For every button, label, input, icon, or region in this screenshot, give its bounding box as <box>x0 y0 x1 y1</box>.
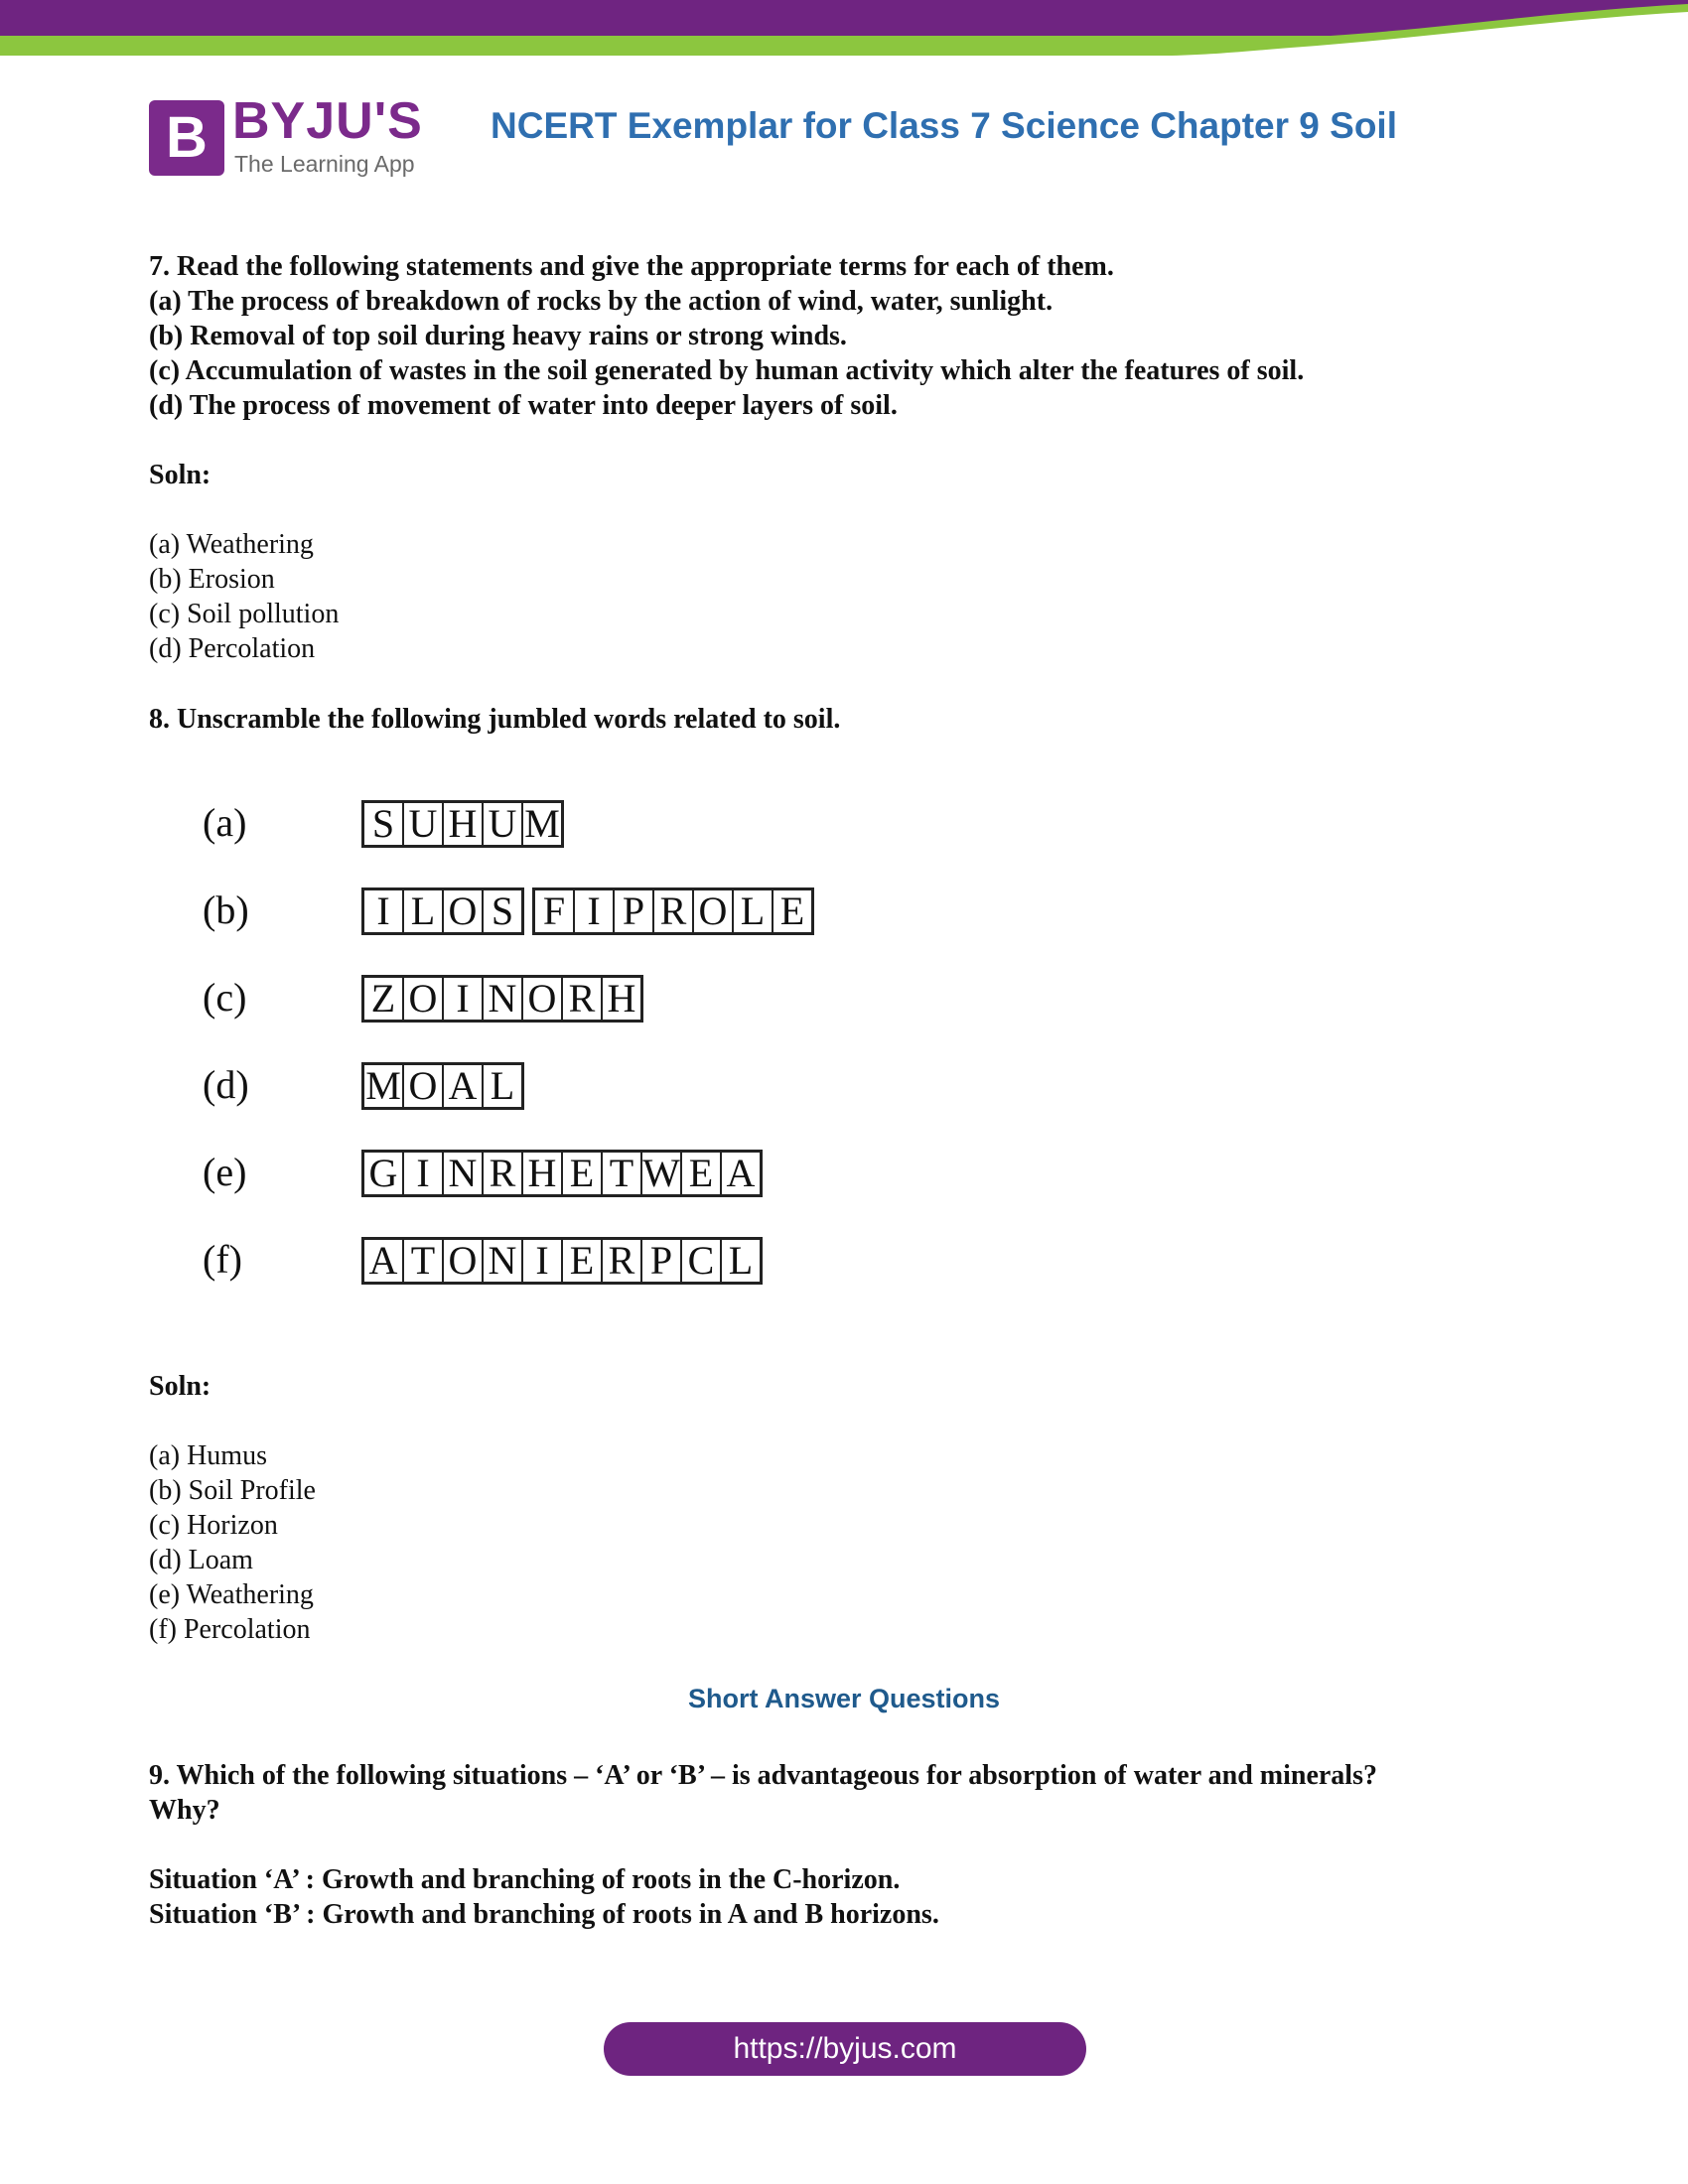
jumble-label-b: (b) <box>203 887 249 932</box>
situation-a: Situation ‘A’ : Growth and branching of roots in the C-horizon. <box>149 1864 901 1895</box>
letter-tile: R <box>601 1240 640 1282</box>
jumbled-word <box>361 887 524 935</box>
letter-tile: Z <box>370 976 396 1021</box>
letter-tile: O <box>442 890 482 932</box>
jumbled-word <box>361 800 564 848</box>
jumble-row-c <box>361 975 643 1023</box>
letter-tile: U <box>402 803 442 845</box>
letter-tile: C <box>680 1240 720 1282</box>
q8-soln-label: Soln: <box>149 1371 211 1402</box>
logo-tagline: The Learning App <box>234 151 415 177</box>
q7-answer-b: (b) Erosion <box>149 564 275 595</box>
letter-tile: A <box>368 1238 398 1283</box>
q8-answer-d: (d) Loam <box>149 1545 253 1575</box>
jumble-label-a: (a) <box>203 800 247 845</box>
jumbled-word <box>532 887 814 935</box>
letter-tile: G <box>368 1151 398 1195</box>
letter-tile: E <box>561 1153 601 1194</box>
letter-tile: L <box>732 890 772 932</box>
letter-tile: R <box>652 890 692 932</box>
letter-tile: S <box>482 890 521 932</box>
logo-wordmark: BYJU'S <box>232 92 423 150</box>
letter-tile: E <box>772 890 811 932</box>
section-heading: Short Answer Questions <box>687 1684 1001 1713</box>
jumble-label-f: (f) <box>203 1237 242 1282</box>
letter-tile: O <box>692 890 732 932</box>
letter-tile: P <box>640 1240 680 1282</box>
letter-tile: W <box>640 1153 680 1194</box>
jumbled-word <box>361 975 643 1023</box>
q7-answer-d: (d) Percolation <box>149 633 316 664</box>
letter-tile: R <box>561 978 601 1020</box>
question-9: 9. Which of the following situations – ‘A’ or ‘B’ – is advantageous for absorption of water and minerals? <box>149 1760 1377 1791</box>
letter-tile: I <box>442 978 482 1020</box>
jumbled-word <box>361 1062 524 1110</box>
jumble-row-f <box>361 1237 763 1285</box>
jumble-label-d: (d) <box>203 1062 249 1107</box>
letter-tile: I <box>521 1240 561 1282</box>
letter-tile: N <box>442 1153 482 1194</box>
letter-tile: H <box>442 803 482 845</box>
q7-part-a: (a) The process of breakdown of rocks by the action of wind, water, sunlight. <box>149 286 1054 317</box>
letter-tile: E <box>561 1240 601 1282</box>
letter-tile: P <box>613 890 652 932</box>
letter-tile: O <box>442 1240 482 1282</box>
letter-tile: O <box>402 1065 442 1107</box>
letter-tile: L <box>720 1240 760 1282</box>
jumble-row-e <box>361 1150 763 1197</box>
q8-answer-c: (c) Horizon <box>149 1510 278 1541</box>
q7-part-d: (d) The process of movement of water into deeper layers of soil. <box>149 390 898 421</box>
letter-tile: R <box>482 1153 521 1194</box>
q7-answer-a: (a) Weathering <box>149 529 314 560</box>
letter-tile: I <box>573 890 613 932</box>
q7-part-c: (c) Accumulation of wastes in the soil generated by human activity which alter the features of soil. <box>149 355 1305 386</box>
jumble-row-d <box>361 1062 524 1110</box>
letter-tile: H <box>521 1153 561 1194</box>
letter-tile: L <box>482 1065 521 1107</box>
q7-part-b: (b) Removal of top soil during heavy rains or strong winds. <box>149 321 847 351</box>
letter-tile: E <box>680 1153 720 1194</box>
question-8: 8. Unscramble the following jumbled words related to soil. <box>149 704 841 735</box>
header-band <box>0 0 1688 60</box>
q8-answer-e: (e) Weathering <box>149 1579 314 1610</box>
letter-tile: L <box>402 890 442 932</box>
footer-link[interactable]: https://byjus.com <box>604 2022 1086 2076</box>
q7-soln-label: Soln: <box>149 460 211 490</box>
q8-answer-b: (b) Soil Profile <box>149 1475 316 1506</box>
letter-tile: N <box>482 978 521 1020</box>
letter-tile: I <box>376 888 390 933</box>
q7-answer-c: (c) Soil pollution <box>149 599 340 629</box>
question-9-why: Why? <box>149 1795 220 1826</box>
letter-tile: T <box>402 1240 442 1282</box>
letter-tile: T <box>601 1153 640 1194</box>
jumble-row-b <box>361 887 814 935</box>
page-header <box>149 92 1539 185</box>
jumble-label-e: (e) <box>203 1150 247 1194</box>
letter-tile: S <box>371 801 395 846</box>
jumbled-word <box>361 1237 763 1285</box>
letter-tile: I <box>402 1153 442 1194</box>
q8-answer-a: (a) Humus <box>149 1440 267 1471</box>
page-title: NCERT Exemplar for Class 7 Science Chapter 9 Soil <box>491 105 1397 146</box>
letter-tile: M <box>521 803 561 845</box>
situation-b: Situation ‘B’ : Growth and branching of roots in A and B horizons. <box>149 1899 939 1930</box>
letter-tile: A <box>720 1153 760 1194</box>
jumble-row-a <box>361 800 564 848</box>
letter-tile: U <box>482 803 521 845</box>
letter-tile: F <box>542 888 566 933</box>
question-7: 7. Read the following statements and give the appropriate terms for each of them. <box>149 251 1114 282</box>
jumbled-word <box>361 1150 763 1197</box>
letter-tile: O <box>402 978 442 1020</box>
letter-tile: H <box>601 978 640 1020</box>
byjus-logo[interactable] <box>149 92 437 185</box>
q8-answer-f: (f) Percolation <box>149 1614 311 1645</box>
letter-tile: M <box>365 1063 401 1108</box>
letter-tile: N <box>482 1240 521 1282</box>
jumble-label-c: (c) <box>203 975 247 1020</box>
letter-tile: O <box>521 978 561 1020</box>
byjus-logo-icon: B <box>149 100 224 176</box>
letter-tile: A <box>442 1065 482 1107</box>
